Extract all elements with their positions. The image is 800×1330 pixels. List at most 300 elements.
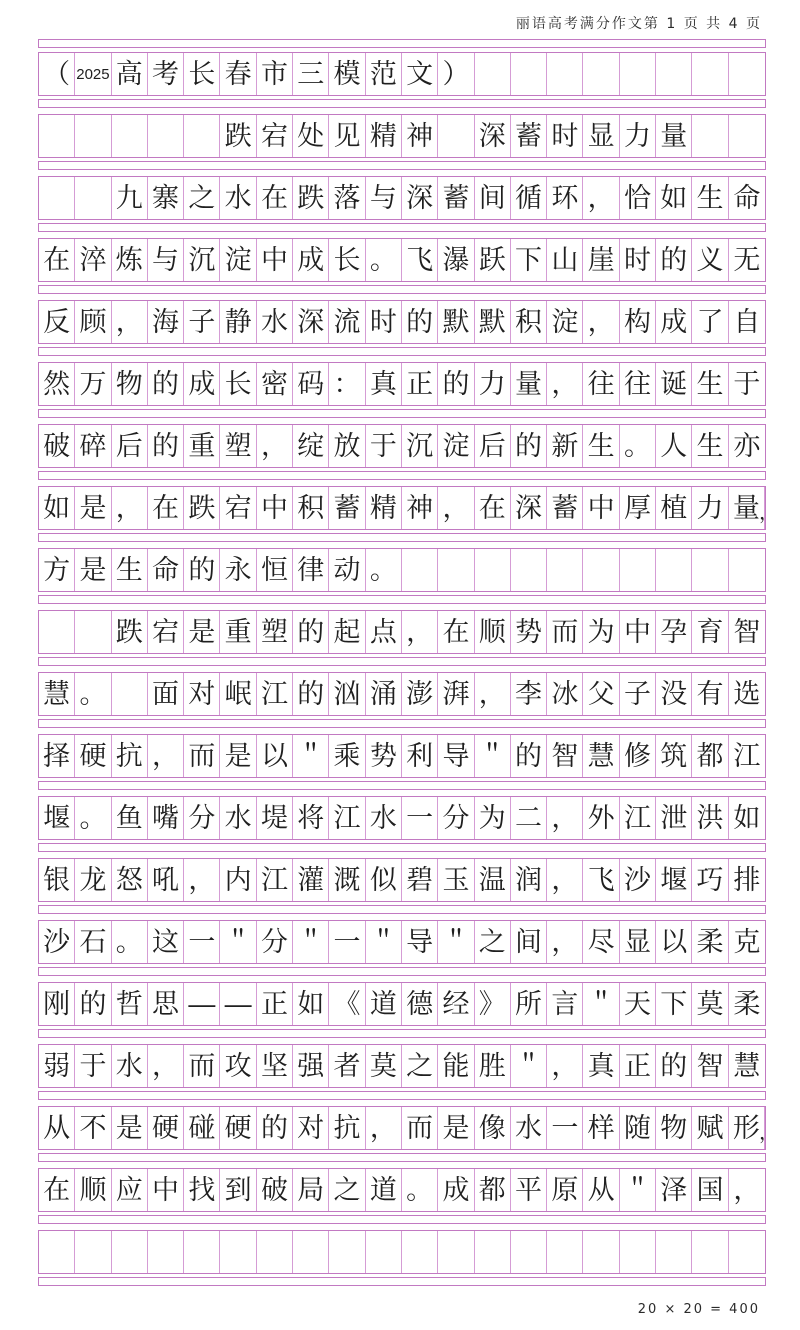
- grid-cell: 三: [293, 53, 329, 95]
- grid-cell: 湃: [438, 673, 474, 715]
- composition-sheet: [38, 39, 779, 1286]
- grid-cell: 弱: [39, 1045, 75, 1087]
- grid-cell: 汹: [329, 673, 365, 715]
- grid-cell: 的: [257, 1107, 293, 1149]
- grid-cell: [692, 549, 728, 591]
- grid-cell: 中: [148, 1169, 184, 1211]
- grid-cell: 神: [402, 115, 438, 157]
- grid-cell: ，: [547, 1045, 583, 1087]
- grid-cell: 择: [39, 735, 75, 777]
- spacer-strip: [38, 347, 766, 356]
- grid-cell: 分: [438, 797, 474, 839]
- grid-cell: 中: [257, 487, 293, 529]
- grid-cell: [656, 1231, 692, 1273]
- grid-cell: 。: [366, 549, 402, 591]
- grid-cell: 密: [257, 363, 293, 405]
- grid-cell: 精: [366, 487, 402, 529]
- spacer-strip: [38, 471, 766, 480]
- grid-cell: （: [39, 53, 75, 95]
- grid-cell: 律: [293, 549, 329, 591]
- grid-cell: 吼: [148, 859, 184, 901]
- grid-cell: 慧: [39, 673, 75, 715]
- grid-cell: 成: [438, 1169, 474, 1211]
- grid-cell: 应: [112, 1169, 148, 1211]
- grid-cell: 《: [329, 983, 365, 1025]
- grid-cell: ，: [148, 1045, 184, 1087]
- grid-cell: ，: [112, 301, 148, 343]
- grid-cell: 涌: [366, 673, 402, 715]
- grid-cell: —: [220, 983, 256, 1025]
- grid-cell: ＂: [366, 921, 402, 963]
- spacer-strip: [38, 657, 766, 666]
- grid-cell: [475, 1231, 511, 1273]
- grid-cell: 修: [620, 735, 656, 777]
- grid-cell: 的: [184, 549, 220, 591]
- grid-cell: 淀: [220, 239, 256, 281]
- grid-cell: [511, 1231, 547, 1273]
- spacer-strip: [38, 905, 766, 914]
- grid-cell: 重: [184, 425, 220, 467]
- grid-cell: 下: [656, 983, 692, 1025]
- grid-cell: 生: [692, 177, 728, 219]
- grid-cell: 以: [257, 735, 293, 777]
- grid-cell: 沙: [620, 859, 656, 901]
- grid-cell: 亦: [733, 430, 761, 461]
- grid-cell: 的: [511, 425, 547, 467]
- grid-cell: 中: [257, 239, 293, 281]
- grid-cell: 玉: [438, 859, 474, 901]
- grid-cell: 默: [475, 301, 511, 343]
- grid-cell: 分: [184, 797, 220, 839]
- grid-cell: —: [184, 983, 220, 1025]
- grid-cell: 之: [184, 177, 220, 219]
- grid-cell: 如: [293, 983, 329, 1025]
- grid-cell: 硬: [220, 1107, 256, 1149]
- grid-cell: 中: [620, 611, 656, 653]
- grid-cell: 都: [475, 1169, 511, 1211]
- grid-cell: 破: [39, 425, 75, 467]
- grid-cell: 环: [547, 177, 583, 219]
- grid-cell: 自: [733, 306, 761, 337]
- spacer-strip: [38, 99, 766, 108]
- grid-cell: 反: [39, 301, 75, 343]
- grid-cell: 碧: [402, 859, 438, 901]
- grid-cell: 不: [75, 1107, 111, 1149]
- grid-cell: 这: [148, 921, 184, 963]
- grid-cell: [75, 611, 111, 653]
- grid-cell: 尽: [583, 921, 619, 963]
- grid-cell: ，: [547, 363, 583, 405]
- grid-cell: 飞: [583, 859, 619, 901]
- grid-cell: 之: [402, 1045, 438, 1087]
- grid-cell: 时: [620, 239, 656, 281]
- grid-cell: 2025: [75, 53, 111, 95]
- grid-cell: 导: [438, 735, 474, 777]
- grid-cell: 江: [257, 859, 293, 901]
- grid-cell: 间: [475, 177, 511, 219]
- grid-cell: 的: [402, 301, 438, 343]
- grid-cell: 跃: [475, 239, 511, 281]
- grid-cell: 一: [329, 921, 365, 963]
- page-footer: 20 × 20 = 400: [637, 1302, 760, 1317]
- grid-cell: 点: [366, 611, 402, 653]
- grid-cell: 找: [184, 1169, 220, 1211]
- grid-cell: 正: [402, 363, 438, 405]
- grid-cell: 刚: [39, 983, 75, 1025]
- grid-cell: [729, 53, 765, 95]
- grid-cell: 势: [511, 611, 547, 653]
- grid-cell: 落: [329, 177, 365, 219]
- grid-cell: [438, 115, 474, 157]
- grid-cell: 面: [148, 673, 184, 715]
- grid-cell: [729, 1231, 765, 1273]
- grid-cell: [220, 1231, 256, 1273]
- grid-cell: 下: [511, 239, 547, 281]
- grid-cell: 深: [402, 177, 438, 219]
- grid-cell: 蓄: [329, 487, 365, 529]
- grid-cell: 有: [692, 673, 728, 715]
- grid-cell: [475, 549, 511, 591]
- grid-cell: 内: [220, 859, 256, 901]
- grid-cell: 。: [112, 921, 148, 963]
- grid-cell: 智: [547, 735, 583, 777]
- spacer-strip: [38, 967, 766, 976]
- grid-cell: 江: [733, 740, 761, 771]
- grid-cell: ，: [475, 673, 511, 715]
- grid-cell: 水: [220, 797, 256, 839]
- grid-cell: 跌: [112, 611, 148, 653]
- grid-cell: 默: [438, 301, 474, 343]
- grid-cell: 硬: [148, 1107, 184, 1149]
- char-row: [38, 114, 766, 158]
- grid-cell: 九: [112, 177, 148, 219]
- grid-cell: [39, 177, 75, 219]
- grid-cell: 植: [656, 487, 692, 529]
- grid-cell: 是: [184, 611, 220, 653]
- grid-cell: 江: [620, 797, 656, 839]
- grid-cell: 思: [148, 983, 184, 1025]
- grid-cell: 平: [511, 1169, 547, 1211]
- grid-cell: [75, 1231, 111, 1273]
- grid-cell: 中: [583, 487, 619, 529]
- grid-cell: 塑: [257, 611, 293, 653]
- grid-cell: 江: [329, 797, 365, 839]
- grid-cell: [184, 1231, 220, 1273]
- grid-cell: [75, 177, 111, 219]
- grid-cell: 在: [438, 611, 474, 653]
- grid-cell: 巧: [692, 859, 728, 901]
- grid-cell: [438, 549, 474, 591]
- grid-cell: 水: [220, 177, 256, 219]
- grid-cell: 力: [475, 363, 511, 405]
- grid-cell: 利: [402, 735, 438, 777]
- grid-cell: 流: [329, 301, 365, 343]
- grid-cell: 长: [184, 53, 220, 95]
- grid-cell: 为: [475, 797, 511, 839]
- grid-cell: 构: [620, 301, 656, 343]
- grid-cell: 真: [366, 363, 402, 405]
- grid-cell: ，: [547, 797, 583, 839]
- grid-cell: 永: [220, 549, 256, 591]
- grid-cell: [692, 53, 728, 95]
- grid-cell: 强: [293, 1045, 329, 1087]
- grid-cell: 如: [39, 487, 75, 529]
- grid-cell: 怒: [112, 859, 148, 901]
- grid-cell: ，: [547, 921, 583, 963]
- grid-cell: 于: [366, 425, 402, 467]
- grid-cell: 放: [329, 425, 365, 467]
- grid-cell: 堤: [257, 797, 293, 839]
- grid-cell: 真: [583, 1045, 619, 1087]
- grid-cell: 深: [475, 115, 511, 157]
- grid-cell: [620, 53, 656, 95]
- grid-cell: 长: [329, 239, 365, 281]
- spacer-strip: [38, 843, 766, 852]
- grid-cell: ＂: [620, 1169, 656, 1211]
- grid-cell: ，: [583, 301, 619, 343]
- grid-cell: 是: [220, 735, 256, 777]
- char-row: [38, 1044, 766, 1088]
- grid-cell: [39, 1231, 75, 1273]
- grid-cell: 是: [75, 487, 111, 529]
- grid-cell: 筑: [656, 735, 692, 777]
- grid-cell: 对: [293, 1107, 329, 1149]
- grid-cell: 无: [733, 244, 761, 275]
- grid-cell: ＂: [475, 735, 511, 777]
- grid-cell: 深: [511, 487, 547, 529]
- grid-cell: [511, 549, 547, 591]
- grid-cell: 在: [475, 487, 511, 529]
- grid-cell: 的: [293, 611, 329, 653]
- grid-cell: 跌: [220, 115, 256, 157]
- grid-cell: 宕: [220, 487, 256, 529]
- grid-cell: ）: [438, 53, 474, 95]
- grid-cell: 泽: [656, 1169, 692, 1211]
- grid-cell: 显: [620, 921, 656, 963]
- spacer-strip: [38, 223, 766, 232]
- grid-cell: 慧: [733, 1050, 761, 1081]
- grid-cell: 重: [220, 611, 256, 653]
- char-row: [38, 796, 766, 840]
- char-row: [38, 424, 766, 468]
- grid-cell: 在: [148, 487, 184, 529]
- grid-cell: 量: [656, 115, 692, 157]
- grid-cell: 水: [257, 301, 293, 343]
- grid-cell: 崖: [583, 239, 619, 281]
- overflow-punctuation: ，: [759, 502, 779, 524]
- grid-cell: 天: [620, 983, 656, 1025]
- spacer-strip: [38, 781, 766, 790]
- grid-cell: 跌: [293, 177, 329, 219]
- grid-cell: 见: [329, 115, 365, 157]
- grid-cell: [692, 1231, 728, 1273]
- char-row: [38, 1230, 766, 1274]
- grid-cell: 莫: [366, 1045, 402, 1087]
- grid-cell: 。: [366, 239, 402, 281]
- grid-rows: [38, 52, 779, 1286]
- grid-cell: 沉: [184, 239, 220, 281]
- grid-cell: 像: [475, 1107, 511, 1149]
- grid-cell: 市: [257, 53, 293, 95]
- grid-cell: [547, 1231, 583, 1273]
- grid-cell: [729, 115, 765, 157]
- grid-cell: 》: [475, 983, 511, 1025]
- grid-cell: ，: [366, 1107, 402, 1149]
- grid-cell: 在: [39, 1169, 75, 1211]
- grid-cell: 育: [692, 611, 728, 653]
- char-row: [38, 238, 766, 282]
- grid-cell: 模: [329, 53, 365, 95]
- spacer-strip: [38, 719, 766, 728]
- grid-cell: 之: [475, 921, 511, 963]
- grid-cell: ，: [438, 487, 474, 529]
- grid-cell: [112, 673, 148, 715]
- grid-cell: 抗: [112, 735, 148, 777]
- grid-cell: 往: [620, 363, 656, 405]
- grid-cell: [620, 1231, 656, 1273]
- grid-cell: ，: [257, 425, 293, 467]
- grid-cell: ，: [402, 611, 438, 653]
- grid-cell: [75, 115, 111, 157]
- grid-cell: 文: [402, 53, 438, 95]
- grid-cell: 以: [656, 921, 692, 963]
- grid-cell: 选: [733, 678, 761, 709]
- grid-cell: 。: [75, 797, 111, 839]
- grid-cell: 方: [39, 549, 75, 591]
- grid-cell: 于: [733, 368, 761, 399]
- overflow-punctuation: ，: [759, 1122, 779, 1144]
- grid-cell: 言: [547, 983, 583, 1025]
- grid-cell: 生: [692, 425, 728, 467]
- grid-cell: [257, 1231, 293, 1273]
- grid-cell: 智: [692, 1045, 728, 1087]
- grid-cell: 孕: [656, 611, 692, 653]
- grid-cell: 积: [511, 301, 547, 343]
- grid-cell: 对: [184, 673, 220, 715]
- grid-cell: [547, 549, 583, 591]
- grid-cell: 诞: [656, 363, 692, 405]
- grid-cell: 智: [733, 616, 761, 647]
- grid-cell: 原: [547, 1169, 583, 1211]
- grid-cell: 石: [75, 921, 111, 963]
- grid-cell: 是: [75, 549, 111, 591]
- grid-cell: ，: [547, 859, 583, 901]
- grid-cell: [438, 1231, 474, 1273]
- char-row: [38, 1168, 766, 1212]
- spacer-strip: [38, 1153, 766, 1162]
- spacer-strip: [38, 161, 766, 170]
- grid-cell: 蓄: [511, 115, 547, 157]
- grid-cell: 攻: [220, 1045, 256, 1087]
- grid-cell: [402, 549, 438, 591]
- grid-cell: 炼: [112, 239, 148, 281]
- grid-cell: 绽: [293, 425, 329, 467]
- grid-cell: 是: [438, 1107, 474, 1149]
- grid-cell: 顾: [75, 301, 111, 343]
- grid-cell: 万: [75, 363, 111, 405]
- grid-cell: 者: [329, 1045, 365, 1087]
- grid-cell: ，: [112, 487, 148, 529]
- char-row: [38, 362, 766, 406]
- grid-cell: 慧: [583, 735, 619, 777]
- grid-cell: 范: [366, 53, 402, 95]
- grid-cell: ＂: [583, 983, 619, 1025]
- grid-cell: 胜: [475, 1045, 511, 1087]
- grid-cell: [293, 1231, 329, 1273]
- grid-cell: [112, 1231, 148, 1273]
- grid-cell: 跌: [184, 487, 220, 529]
- grid-cell: 而: [402, 1107, 438, 1149]
- grid-cell: 为: [583, 611, 619, 653]
- grid-cell: 恒: [257, 549, 293, 591]
- grid-cell: 人: [656, 425, 692, 467]
- grid-cell: 正: [257, 983, 293, 1025]
- grid-cell: 考: [148, 53, 184, 95]
- grid-cell: 塑: [220, 425, 256, 467]
- char-row: [38, 920, 766, 964]
- grid-cell: [39, 611, 75, 653]
- grid-cell: 一: [402, 797, 438, 839]
- grid-cell: 温: [475, 859, 511, 901]
- grid-cell: [402, 1231, 438, 1273]
- grid-cell: 命: [733, 182, 761, 213]
- grid-cell: 起: [329, 611, 365, 653]
- grid-cell: [583, 53, 619, 95]
- grid-cell: 循: [511, 177, 547, 219]
- grid-cell: 命: [148, 549, 184, 591]
- grid-cell: ，: [148, 735, 184, 777]
- grid-cell: 的: [656, 239, 692, 281]
- grid-cell: 淀: [438, 425, 474, 467]
- spacer-strip: [38, 409, 766, 418]
- grid-cell: 鱼: [112, 797, 148, 839]
- grid-cell: [39, 115, 75, 157]
- grid-cell: 没: [656, 673, 692, 715]
- grid-cell: 导: [402, 921, 438, 963]
- grid-cell: 码: [293, 363, 329, 405]
- grid-cell: 排: [733, 864, 761, 895]
- grid-cell: 水: [112, 1045, 148, 1087]
- grid-cell: 的: [511, 735, 547, 777]
- spacer-strip: [38, 1091, 766, 1100]
- grid-cell: 洪: [692, 797, 728, 839]
- grid-cell: 硬: [75, 735, 111, 777]
- grid-cell: 如: [656, 177, 692, 219]
- grid-cell: 堰: [39, 797, 75, 839]
- grid-cell: [583, 1231, 619, 1273]
- grid-cell: 量: [511, 363, 547, 405]
- grid-cell: 分: [257, 921, 293, 963]
- spacer-strip: [38, 533, 766, 542]
- grid-cell: 静: [220, 301, 256, 343]
- grid-cell: 形: [729, 1107, 765, 1149]
- grid-cell: 成: [293, 239, 329, 281]
- grid-cell: 蓄: [438, 177, 474, 219]
- grid-cell: [366, 1231, 402, 1273]
- grid-cell: 在: [39, 239, 75, 281]
- grid-cell: [329, 1231, 365, 1273]
- grid-cell: 了: [692, 301, 728, 343]
- grid-cell: 生: [112, 549, 148, 591]
- grid-cell: 而: [184, 735, 220, 777]
- grid-cell: 于: [75, 1045, 111, 1087]
- grid-cell: [729, 549, 765, 591]
- grid-cell: 山: [547, 239, 583, 281]
- grid-cell: 冰: [547, 673, 583, 715]
- grid-cell: 物: [656, 1107, 692, 1149]
- grid-cell: 沉: [402, 425, 438, 467]
- grid-cell: 国: [692, 1169, 728, 1211]
